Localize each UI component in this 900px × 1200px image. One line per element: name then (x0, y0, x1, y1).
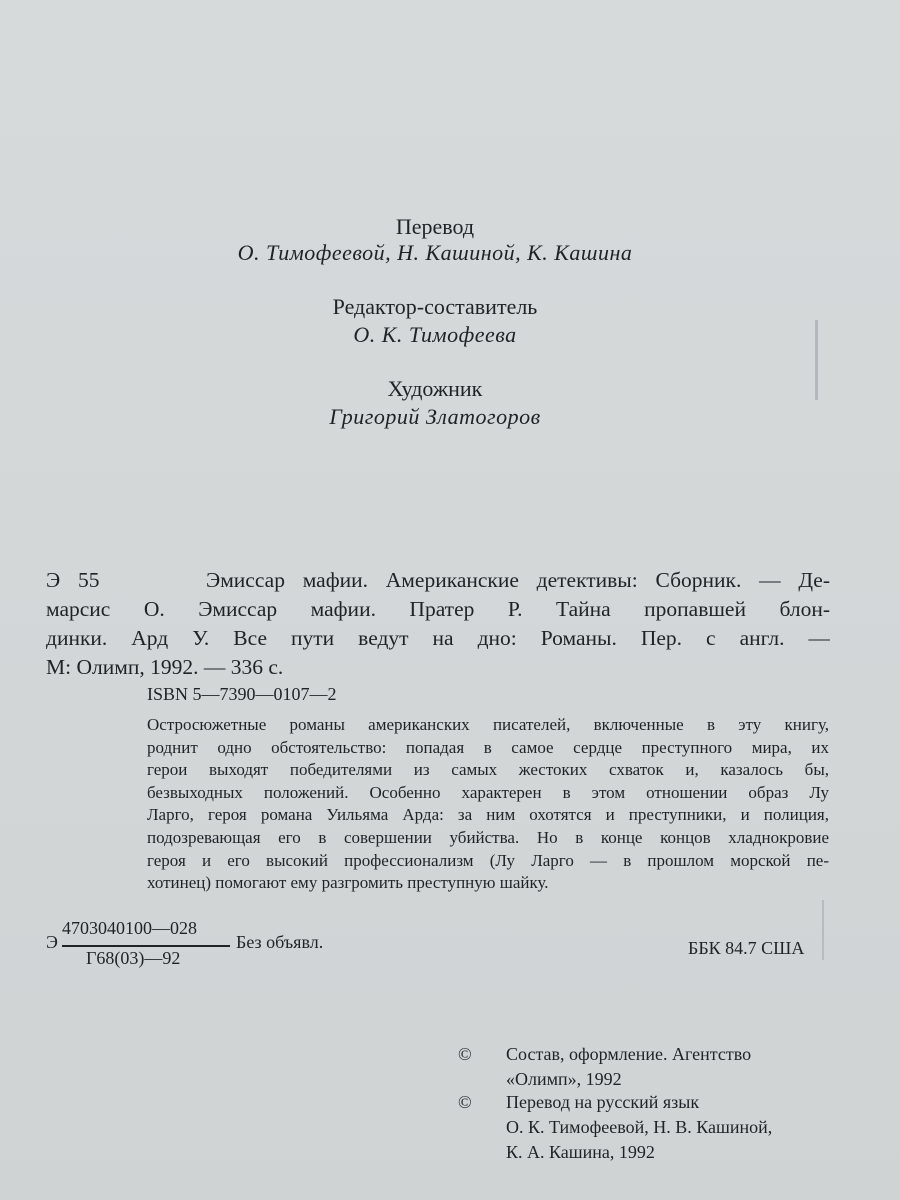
copyright-symbol: © (458, 1044, 472, 1064)
catalog-code: Э 55 (46, 568, 100, 592)
index-denominator: Г68(03)—92 (86, 948, 181, 968)
bbk-code: ББК 84.7 США (688, 938, 805, 958)
copyright-block-2 (458, 1090, 772, 1165)
copyright-line: О. К. Тимофеевой, Н. В. Кашиной, (506, 1117, 773, 1137)
editor-label: Редактор-составитель (332, 294, 538, 319)
page-edge-mark-lower (822, 900, 824, 960)
editor-name: О. К. Тимофеева (353, 322, 517, 347)
copyright-symbol: © (458, 1092, 472, 1112)
annotation-line: роднит одно обстоятельство: попадая в самое сердце преступного мира, их (147, 737, 829, 757)
biblio-line: Э 55 Эмиссар мафии. Американские детективы: Сборник. — Де- (46, 568, 830, 592)
copyright-line: «Олимп», 1992 (506, 1069, 622, 1089)
biblio-line: динки. Ард У. Все пути ведут на дно: Романы. Пер. с англ. — (46, 626, 830, 650)
annotation (147, 714, 829, 895)
annotation-line: герои выходят победителями из самых жестоких схваток и, казалось бы, (147, 760, 829, 780)
biblio-line: марсис О. Эмиссар мафии. Пратер Р. Тайна пропавшей блон- (46, 597, 830, 621)
biblio-line: М: Олимп, 1992. — 336 с. (46, 655, 284, 679)
copyright-line: Перевод на русский язык (506, 1092, 700, 1112)
index-numerator: 4703040100—028 (62, 918, 197, 938)
artist-name: Григорий Златогоров (329, 404, 541, 429)
annotation-line: героя и его высокий профессионализм (Лу Ларго — в прошлом морской пе- (147, 850, 829, 870)
translation-label: Перевод (395, 214, 475, 239)
translators-names: О. Тимофеевой, Н. Кашиной, К. Кашина (237, 240, 633, 265)
copyright-line: К. А. Кашина, 1992 (506, 1142, 655, 1162)
annotation-line: хотинец) помогают ему разгромить преступную шайку. (147, 873, 549, 893)
annotation-line: подозревающая его в совершении убийства. Но в конце концов хладнокровие (147, 827, 829, 847)
publication-index (46, 918, 346, 978)
annotation-line: Ларго, героя романа Уильяма Арда: за ним охотятся и преступники, и полиция, (147, 805, 829, 825)
annotation-line: Остросюжетные романы американских писателей, включенные в эту книгу, (147, 715, 829, 734)
index-letter: Э (46, 932, 58, 952)
copyright-block-1 (458, 1042, 751, 1092)
annotation-line: безвыходных положений. Особенно характерен в этом отношении образ Лу (147, 782, 829, 802)
copyright-line: Состав, оформление. Агентство (506, 1044, 752, 1064)
fraction-bar (62, 945, 230, 947)
bibliographic-entry (46, 566, 830, 682)
isbn: ISBN 5—7390—0107—2 (147, 684, 337, 704)
artist-label: Художник (387, 376, 483, 401)
no-announcement: Без объявл. (236, 932, 324, 952)
